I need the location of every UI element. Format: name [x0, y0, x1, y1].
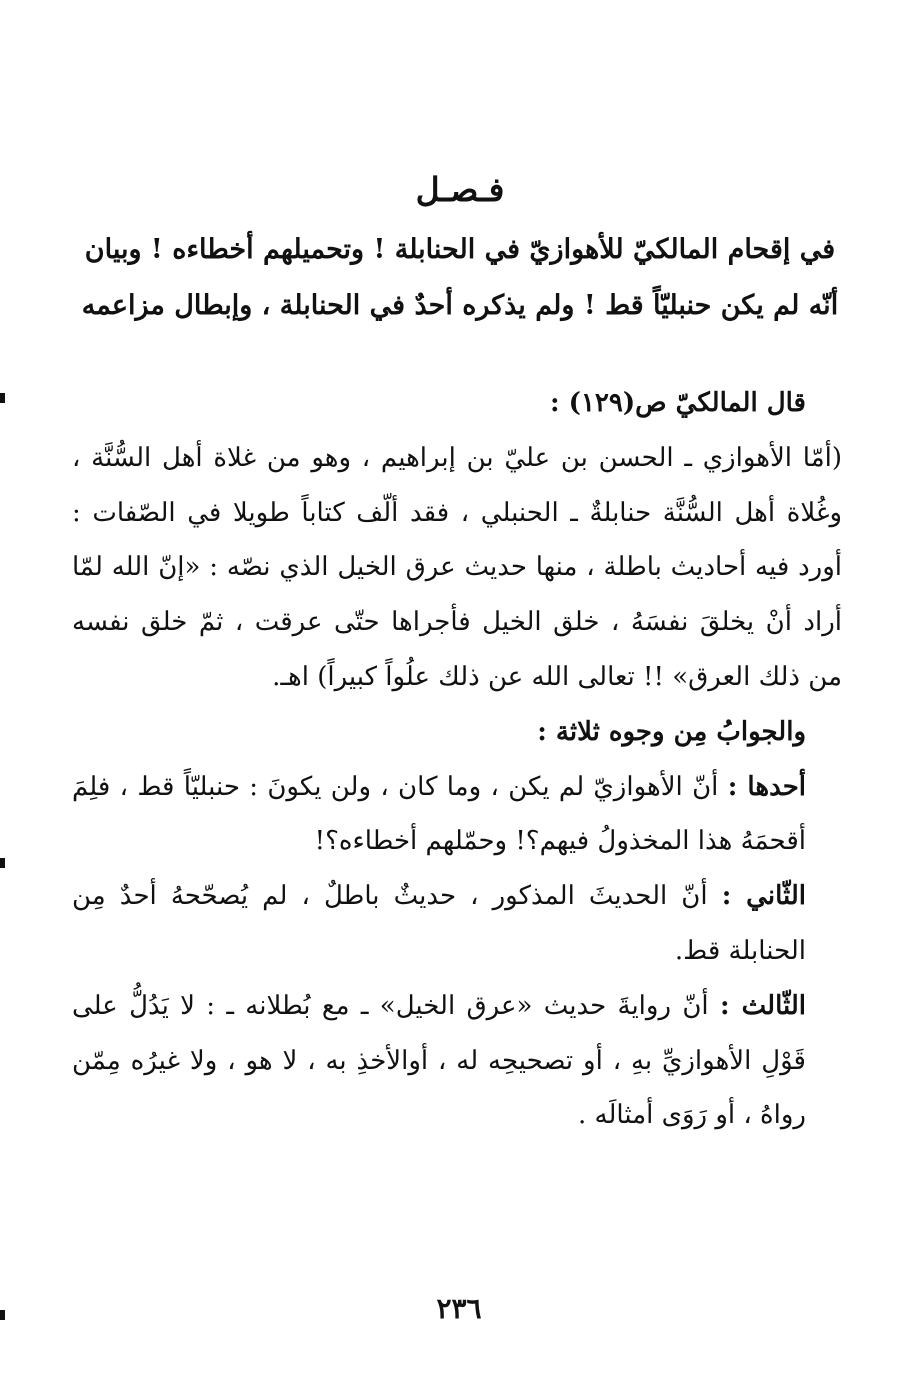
- second-point-text: أنّ الحديثَ المذكور ، حديثٌ باطلٌ ، لم يُصحّحهُ أحدٌ مِن الحنابلة قط.: [72, 881, 806, 966]
- first-point-label: أحدها :: [727, 771, 807, 802]
- margin-mark: [0, 1310, 5, 1320]
- second-point-label: الثّاني :: [721, 881, 807, 912]
- chapter-subtitle: في إقحام المالكيّ للأهوازيّ في الحنابلة ! وتحميلهم أخطاءه ! وبيان أنّه لم يكن حنبليّاً قط ! ولم يذكره أحدٌ في الحنابلة ، وإبطال مزاعمه: [81, 234, 839, 321]
- quote-intro: قال المالكيّ ص(١٢٩) :: [550, 388, 806, 418]
- third-point: [72, 979, 842, 1143]
- first-point-text: أنّ الأهوازيّ لم يكن ، وما كان ، ولن يكونَ : حنبليّاً قط ، فلِمَ أقحمَهُ هذا المخذولُ فيهم؟! وحمّلهم أخطاءه؟!: [72, 771, 806, 857]
- margin-mark: [0, 858, 5, 868]
- quote-paragraph: (أمّا الأهوازي ـ الحسن بن عليّ بن إبراهيم ، وهو من غلاة أهل السُّنَّة ، وغُلاة أهل السُّنَّة حنابلةٌ ـ الحنبلي ، فقد ألّف كتاباً طويلا في الصّفات : أورد فيه أحاديث باطلة ، منها حديث عرق الخيل الذي نصّه : «إنّ الله لمّا أراد أنْ يخلقَ نفسَهُ ، خلق الخيل فأجراها حتّى عرقت ، ثمّ خلق نفسه من ذلك العرق» !! تعالى الله عن ذلك علُواً كبيراً) اهـ.: [72, 442, 843, 692]
- third-point-label: الثّالث :: [719, 990, 807, 1021]
- main-text: [72, 376, 842, 1143]
- third-point-text: أنّ روايةَ حديث «عرق الخيل» ـ مع بُطلانه ـ : لا يَدُلُّ على قَوْلِ الأهوازيِّ بهِ ، أو تصحيحِه له ، أوالأخذِ به ، لا هو ، ولا غيرُه مِمّن رواهُ ، أو رَوَى أمثالَه .: [72, 990, 806, 1131]
- page-number: ٢٣٦: [436, 1292, 482, 1325]
- margin-mark: [0, 393, 5, 403]
- chapter-title: فـصـل: [415, 170, 505, 209]
- answer-intro: والجوابُ مِن وجوه ثلاثة :: [537, 716, 806, 747]
- first-point: [72, 760, 842, 870]
- second-point: [72, 869, 842, 979]
